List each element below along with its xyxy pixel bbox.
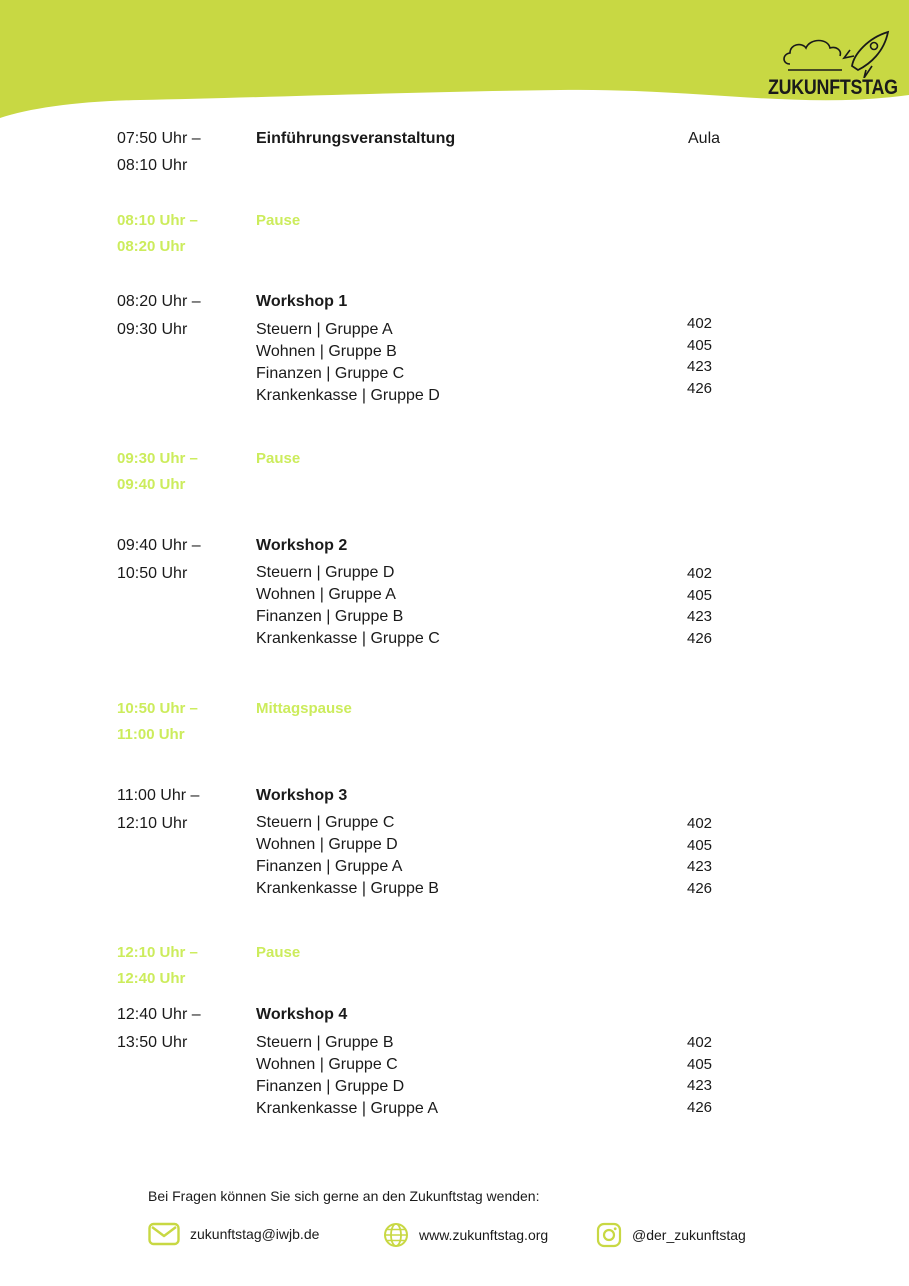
list-item: Krankenkasse | Gruppe B [256,880,439,897]
list-item: Steuern | Gruppe A [256,321,393,338]
slot-title: Pause [256,944,301,961]
globe-icon [383,1222,409,1248]
list-item: Krankenkasse | Gruppe D [256,387,440,404]
list-item: Wohnen | Gruppe B [256,343,397,360]
room: 402 [687,815,713,832]
slot-title: Pause [256,212,301,229]
time-start: 09:30 Uhr – [117,450,198,467]
website-link[interactable]: www.zukunftstag.org [419,1227,549,1243]
list-item: Finanzen | Gruppe D [256,1078,405,1095]
room: Aula [688,130,721,147]
footer-note: Bei Fragen können Sie sich gerne an den Zukunftstag wenden: [148,1188,540,1204]
workshop-items [256,1032,438,1120]
list-item: Steuern | Gruppe D [256,564,395,581]
slot-title: Pause [256,450,301,467]
contact-instagram[interactable] [596,1222,746,1248]
slot-title: Einführungsveranstaltung [256,130,456,147]
room: 402 [687,315,713,332]
time-end: 09:30 Uhr [117,321,188,338]
slot-title: Workshop 4 [256,1006,348,1023]
room: 426 [687,379,713,397]
room: 426 [687,629,713,647]
time-end: 10:50 Uhr [117,565,188,582]
room: 423 [687,608,713,625]
instagram-icon [596,1222,622,1248]
workshop-items [256,562,440,650]
time-end: 12:40 Uhr [117,970,186,987]
time-end: 11:00 Uhr [117,726,185,743]
room-list [687,1032,712,1118]
room: 426 [687,1098,713,1116]
list-item: Krankenkasse | Gruppe A [256,1100,439,1117]
time-start: 08:20 Uhr – [117,293,201,310]
email-link[interactable]: zukunftstag@iwjb.de [190,1226,320,1242]
list-item: Steuern | Gruppe B [256,1034,394,1051]
room: 402 [687,1034,713,1051]
mail-icon [148,1222,180,1246]
list-item: Wohnen | Gruppe C [256,1056,398,1073]
instagram-handle[interactable]: @der_zukunftstag [632,1227,746,1243]
header-wave [0,0,909,130]
room: 423 [687,358,713,375]
time-start: 09:40 Uhr – [117,537,201,554]
time-start: 08:10 Uhr – [117,212,198,229]
list-item: Steuern | Gruppe C [256,814,395,831]
room: 423 [687,1077,713,1094]
room: 405 [687,336,713,354]
time-end: 08:20 Uhr [117,238,186,255]
room-list [687,813,712,899]
list-item: Finanzen | Gruppe A [256,858,403,875]
list-item: Finanzen | Gruppe C [256,365,405,382]
room-list [687,313,712,399]
time-end: 13:50 Uhr [117,1034,188,1051]
time-start: 12:10 Uhr – [117,944,198,961]
time-start: 10:50 Uhr – [117,700,198,717]
room-list [687,563,712,649]
logo-text: ZUKUNFTSTAG [768,76,898,99]
list-item: Krankenkasse | Gruppe C [256,630,440,647]
room: 423 [687,858,713,875]
contact-website[interactable] [383,1222,548,1248]
room: 405 [687,586,713,604]
contact-email[interactable] [148,1222,319,1246]
time-start: 12:40 Uhr – [117,1006,201,1023]
slot-title: Workshop 2 [256,537,348,554]
workshop-items [256,812,439,900]
slot-title: Workshop 3 [256,787,348,804]
time-start: 07:50 Uhr – [117,130,201,147]
slot-title: Mittagspause [256,700,352,717]
list-item: Wohnen | Gruppe A [256,586,396,603]
room: 402 [687,565,713,582]
time-start: 11:00 Uhr – [117,787,200,804]
time-end: 08:10 Uhr [117,157,188,174]
time-end: 09:40 Uhr [117,476,186,493]
rocket-cloud-icon [780,26,900,78]
list-item: Finanzen | Gruppe B [256,608,404,625]
workshop-items [256,319,440,407]
slot-title: Workshop 1 [256,293,348,310]
time-end: 12:10 Uhr [117,815,188,832]
list-item: Wohnen | Gruppe D [256,836,398,853]
room: 405 [687,836,713,854]
room: 405 [687,1055,713,1073]
room: 426 [687,879,713,897]
